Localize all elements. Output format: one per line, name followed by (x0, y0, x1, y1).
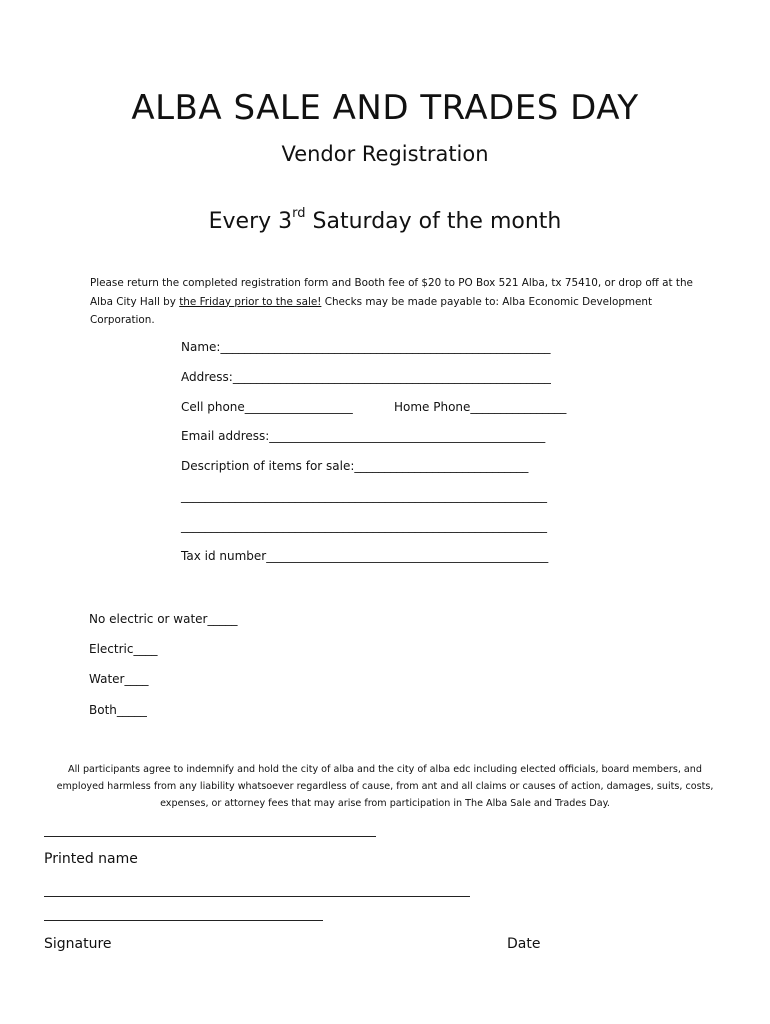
description-field[interactable]: Description of items for sale:_____________________________ (181, 459, 529, 473)
description-blank-line-2[interactable]: _____________________________________________________________ (181, 519, 547, 533)
liability-disclaimer: All participants agree to indemnify and hold the city of alba and the city of alba edc including elected officials, board members, and employed harmless from any liability whatsoever regardless of cause, from ant and all claims or causes of action, damages, suits, costs, expenses, or attorney fees that may arise from participation in The Alba Sale and Trades Day. (56, 764, 714, 809)
schedule-prefix: Every 3 (208, 209, 293, 234)
option-electric[interactable]: Electric____ (89, 642, 158, 656)
signature-line[interactable] (44, 920, 323, 921)
schedule-line (0, 206, 770, 234)
intro-paragraph (90, 274, 700, 330)
page-title: ALBA SALE AND TRADES DAY (131, 88, 639, 128)
intro-text-2: Checks may be made payable to: Alba Economic Development Corporation. (90, 295, 653, 326)
description-blank-line-1[interactable]: _____________________________________________________________ (181, 489, 547, 503)
signature-label: Signature (44, 936, 112, 952)
address-field[interactable]: Address:_____________________________________________________ (181, 370, 551, 384)
option-water[interactable]: Water____ (89, 672, 149, 686)
email-field[interactable]: Email address:______________________________________________ (181, 429, 546, 443)
intro-deadline-underlined: the Friday prior to the sale! (179, 295, 322, 308)
home-phone-field[interactable]: Home Phone________________ (394, 400, 567, 414)
name-field[interactable]: Name:_______________________________________________________ (181, 340, 551, 354)
page-subtitle: Vendor Registration (281, 142, 489, 166)
date-label: Date (507, 936, 541, 952)
option-no-electric-water[interactable]: No electric or water_____ (89, 612, 238, 626)
printed-name-label: Printed name (44, 851, 138, 867)
option-both[interactable]: Both_____ (89, 703, 147, 717)
intro-text-1: Please return the completed registration form and Booth fee of $20 to PO Box 521 Alba, tx 75410, or drop off at the Alba City Hall by (90, 277, 693, 308)
schedule-ordinal-suffix: rd (292, 206, 306, 221)
cell-phone-field[interactable]: Cell phone__________________ (181, 400, 353, 414)
schedule-suffix: Saturday of the month (305, 209, 562, 234)
tax-id-field[interactable]: Tax id number_______________________________________________ (181, 549, 549, 563)
printed-name-line[interactable] (44, 836, 376, 837)
signature-date-line[interactable] (44, 896, 470, 897)
